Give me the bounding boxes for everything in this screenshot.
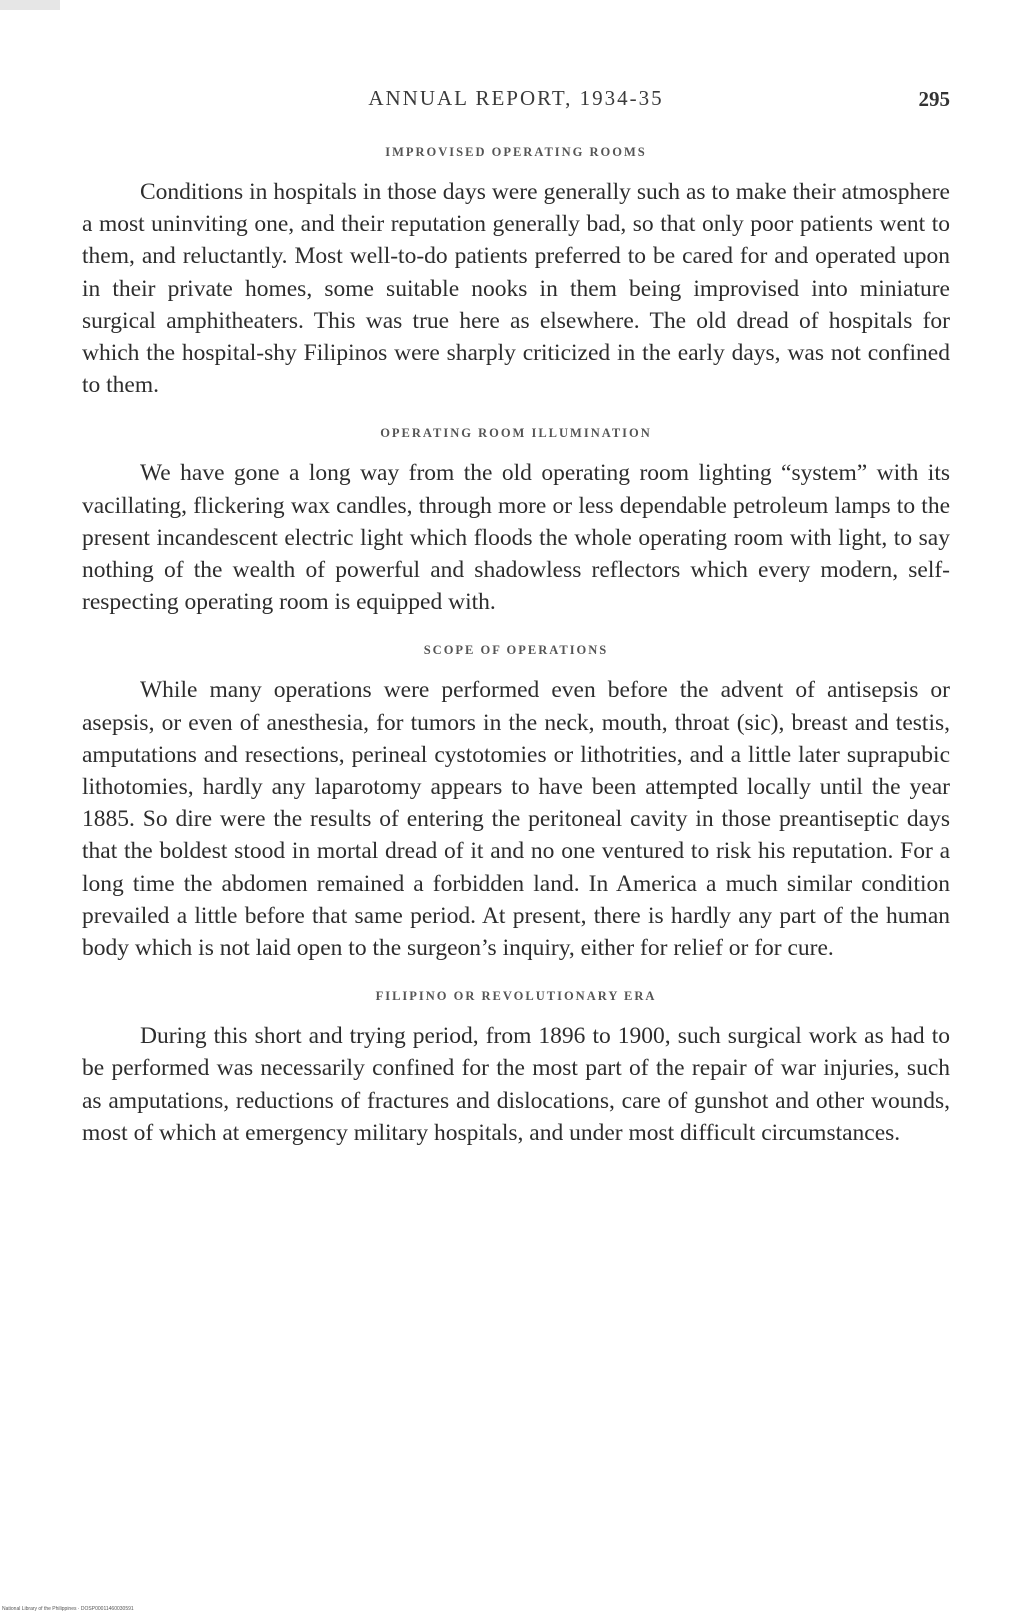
section-paragraph: Conditions in hospitals in those days were generally such as to make their atmosphere a most uninviting one, and their reputation generally bad, so that only poor patients went to them, and reluctantly. Most well-to-do patients preferred to be cared for and operated upon in their private homes, some suitable nooks in them being improvised into miniature surgical amphitheaters. This was true here as elsewhere. The old dread of hospitals for which the hospital-shy Filipinos were sharply criticized in the early days, was not confined to them. <box>82 179 950 399</box>
running-title: ANNUAL REPORT, 1934-35 <box>368 86 664 110</box>
section-paragraph: During this short and trying period, from 1896 to 1900, such surgical work as had to be performed was necessarily confined for the most part of the repair of war injuries, such as amputations, reductions of fractures and dislocations, care of gunshot and other wounds, most of which at emergency military hospitals, and under most difficult circumstances. <box>82 1023 950 1146</box>
section-scope-of-operations <box>82 638 950 964</box>
section-operating-room-illumination <box>82 421 950 618</box>
archive-footer-note: National Library of the Philippines · DOSP00011460030591 <box>2 1606 134 1612</box>
section-filipino-or-revolutionary-era <box>82 984 950 1149</box>
section-heading: SCOPE OF OPERATIONS <box>423 643 609 658</box>
section-heading: OPERATING ROOM ILLUMINATION <box>380 426 652 441</box>
scan-corner-mark <box>0 0 60 10</box>
page-body <box>82 140 950 1169</box>
running-header <box>82 86 950 114</box>
section-paragraph: While many operations were performed even before the advent of antisepsis or asepsis, or even of anesthesia, for tumors in the neck, mouth, throat (sic), breast and testis, amputations and resections, perineal cystotomies or lithotrities, and a little later suprapubic lithotomies, hardly any laparotomy appears to have been attempted locally until the year 1885. So dire were the results of entering the peritoneal cavity in those preantiseptic days that the boldest stood in mortal dread of it and no one ventured to risk his reputation. For a long time the abdomen remained a forbidden land. In America a much similar condition prevailed a little before that same period. At present, there is hardly any part of the human body which is not laid open to the surgeon’s inquiry, either for relief or for cure. <box>82 677 950 962</box>
section-heading: FILIPINO OR REVOLUTIONARY ERA <box>375 989 657 1004</box>
section-paragraph: We have gone a long way from the old operating room lighting “system” with its vacillating, flickering wax candles, through more or less dependable petroleum lamps to the present incandescent electric light which floods the whole operating room with light, to say nothing of the wealth of powerful and shadowless reflectors which every modern, self-respecting operating room is equipped with. <box>82 460 950 616</box>
section-heading: IMPROVISED OPERATING ROOMS <box>385 145 647 159</box>
section-improvised-operating-rooms <box>82 140 950 401</box>
page-number: 295 <box>918 87 950 111</box>
